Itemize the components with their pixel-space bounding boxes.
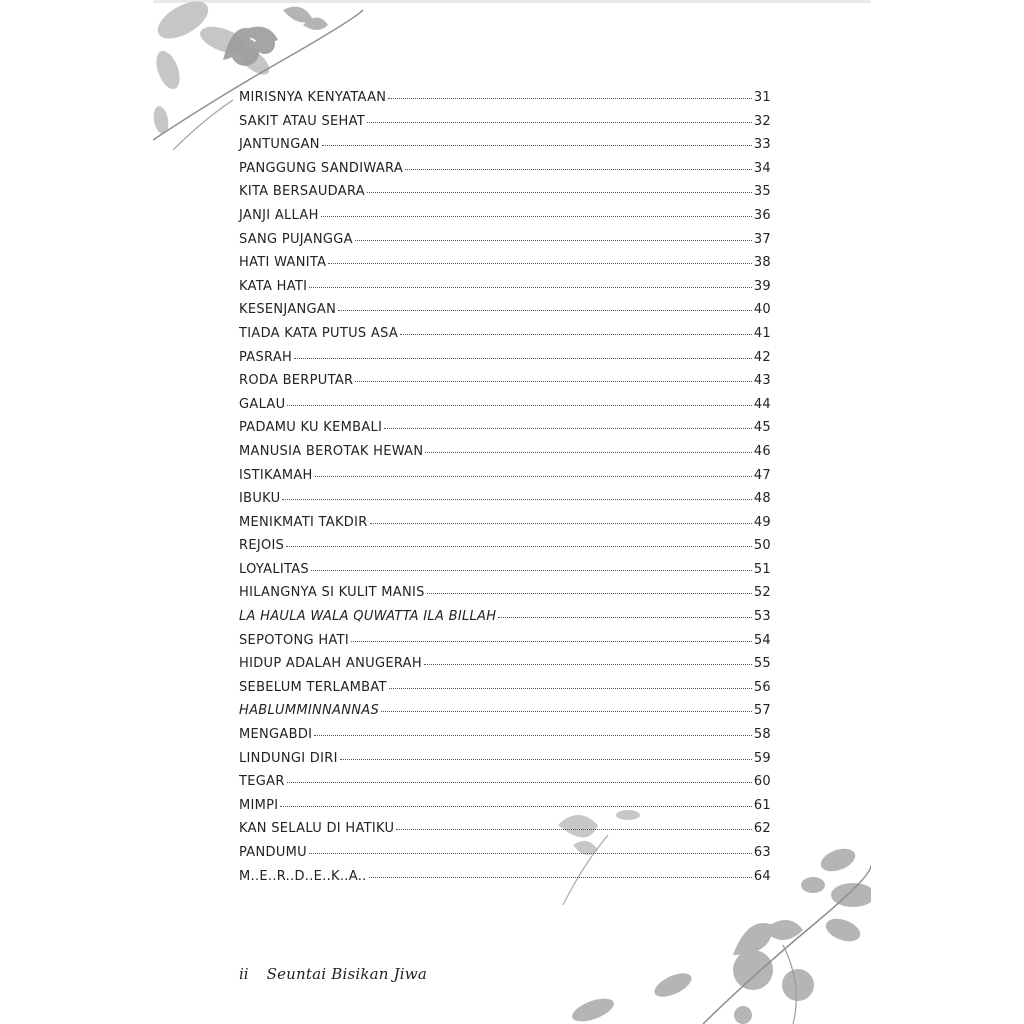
toc-entry-page: 62 bbox=[753, 821, 771, 837]
toc-entry-page: 57 bbox=[753, 703, 771, 719]
toc-entry[interactable] bbox=[239, 255, 771, 279]
toc-entry[interactable] bbox=[239, 845, 771, 869]
dot-leader bbox=[287, 404, 751, 406]
toc-entry[interactable] bbox=[239, 90, 771, 114]
toc-entry-title: SEPOTONG HATI bbox=[239, 632, 349, 648]
toc-entry[interactable] bbox=[239, 161, 771, 185]
toc-entry-page: 54 bbox=[753, 632, 771, 648]
toc-entry-title: PANDUMU bbox=[239, 845, 307, 860]
toc-entry[interactable] bbox=[239, 491, 771, 515]
toc-entry-title: TEGAR bbox=[239, 774, 285, 790]
toc-entry-page: 46 bbox=[753, 443, 771, 459]
toc-entry[interactable] bbox=[239, 279, 771, 303]
toc-entry-title: PADAMU KU KEMBALI bbox=[239, 420, 383, 436]
dot-leader bbox=[367, 121, 752, 123]
toc-entry-title: KAN SELALU DI HATIKU bbox=[239, 821, 395, 837]
toc-entry-page: 37 bbox=[753, 231, 771, 247]
toc-entry-title: TIADA KATA PUTUS ASA bbox=[239, 325, 399, 341]
dot-leader bbox=[340, 758, 752, 760]
toc-entry-title: KITA BERSAUDARA bbox=[239, 184, 365, 200]
dot-leader bbox=[369, 876, 752, 878]
table-of-contents bbox=[239, 90, 771, 892]
toc-entry[interactable] bbox=[239, 869, 771, 893]
toc-entry-page: 52 bbox=[753, 585, 771, 601]
toc-entry-page: 36 bbox=[753, 207, 771, 223]
toc-entry[interactable] bbox=[239, 302, 771, 326]
toc-entry-page: 42 bbox=[753, 349, 771, 365]
toc-entry[interactable] bbox=[239, 114, 771, 138]
dot-leader bbox=[389, 687, 752, 689]
dot-leader bbox=[321, 215, 752, 217]
toc-entry[interactable] bbox=[239, 703, 771, 727]
toc-entry[interactable] bbox=[239, 656, 771, 680]
toc-entry[interactable] bbox=[239, 585, 771, 609]
toc-entry-title: HIDUP ADALAH ANUGERAH bbox=[239, 656, 422, 672]
dot-leader bbox=[315, 475, 752, 477]
toc-entry-title: HATI WANITA bbox=[239, 255, 327, 271]
toc-entry-title: MENGABDI bbox=[239, 727, 313, 743]
toc-entry[interactable] bbox=[239, 633, 771, 657]
toc-entry-page: 45 bbox=[753, 420, 771, 436]
dot-leader bbox=[351, 640, 752, 642]
toc-entry-title: M..E..R..D..E..K..A.. bbox=[239, 868, 367, 884]
toc-entry-page: 47 bbox=[753, 467, 771, 483]
dot-leader bbox=[311, 569, 752, 571]
toc-entry[interactable] bbox=[239, 326, 771, 350]
toc-entry-title: KATA HATI bbox=[239, 278, 308, 294]
toc-entry-page: 55 bbox=[753, 656, 771, 672]
toc-entry-title: SEBELUM TERLAMBAT bbox=[239, 679, 387, 695]
toc-entry-page: 31 bbox=[753, 90, 771, 105]
toc-entry[interactable] bbox=[239, 208, 771, 232]
toc-entry-title: PANGGUNG SANDIWARA bbox=[239, 160, 404, 176]
toc-entry-page: 58 bbox=[753, 727, 771, 743]
toc-entry-page: 59 bbox=[753, 750, 771, 766]
dot-leader bbox=[427, 592, 752, 594]
page-footer bbox=[239, 965, 427, 983]
toc-entry-page: 32 bbox=[753, 113, 771, 129]
toc-entry[interactable] bbox=[239, 774, 771, 798]
toc-entry-page: 50 bbox=[753, 538, 771, 554]
toc-entry-title: LINDUNGI DIRI bbox=[239, 750, 338, 766]
dot-leader bbox=[381, 710, 752, 712]
toc-entry[interactable] bbox=[239, 184, 771, 208]
dot-leader bbox=[287, 781, 752, 783]
toc-entry-page: 33 bbox=[753, 137, 771, 153]
dot-leader bbox=[280, 805, 751, 807]
toc-entry-title: IBUKU bbox=[239, 491, 281, 507]
book-page bbox=[153, 0, 871, 1024]
toc-entry[interactable] bbox=[239, 515, 771, 539]
dot-leader bbox=[328, 262, 752, 264]
toc-entry-title: MIRISNYA KENYATAAN bbox=[239, 90, 387, 105]
toc-entry-title: HABLUMMINNANNAS bbox=[239, 703, 380, 719]
toc-entry[interactable] bbox=[239, 444, 771, 468]
toc-entry[interactable] bbox=[239, 373, 771, 397]
toc-entry-title: MENIKMATI TAKDIR bbox=[239, 514, 368, 530]
dot-leader bbox=[286, 545, 752, 547]
page-number-roman: ii bbox=[239, 965, 249, 983]
dot-leader bbox=[355, 239, 752, 241]
toc-entry-page: 44 bbox=[753, 396, 771, 412]
toc-entry-page: 64 bbox=[753, 868, 771, 884]
dot-leader bbox=[370, 522, 752, 524]
toc-entry-title: RODA BERPUTAR bbox=[239, 373, 354, 389]
dot-leader bbox=[322, 144, 752, 146]
toc-entry[interactable] bbox=[239, 397, 771, 421]
toc-entry[interactable] bbox=[239, 751, 771, 775]
toc-entry-page: 48 bbox=[753, 491, 771, 507]
toc-entry[interactable] bbox=[239, 137, 771, 161]
toc-entry[interactable] bbox=[239, 538, 771, 562]
toc-entry-title: KESENJANGAN bbox=[239, 302, 337, 318]
toc-entry-page: 56 bbox=[753, 679, 771, 695]
toc-entry-title: JANJI ALLAH bbox=[239, 207, 319, 223]
toc-entry-title: MANUSIA BEROTAK HEWAN bbox=[239, 443, 424, 459]
dot-leader bbox=[498, 616, 752, 618]
toc-entry-title: PASRAH bbox=[239, 349, 293, 365]
toc-entry-title: HILANGNYA SI KULIT MANIS bbox=[239, 585, 425, 601]
toc-entry-page: 51 bbox=[753, 561, 771, 577]
toc-entry[interactable] bbox=[239, 798, 771, 822]
toc-entry-title: LOYALITAS bbox=[239, 561, 309, 577]
dot-leader bbox=[384, 427, 752, 429]
dot-leader bbox=[309, 286, 752, 288]
toc-entry-page: 38 bbox=[753, 255, 771, 271]
dot-leader bbox=[424, 663, 752, 665]
dot-leader bbox=[294, 357, 752, 359]
toc-entry-page: 35 bbox=[753, 184, 771, 200]
dot-leader bbox=[355, 380, 751, 382]
dot-leader bbox=[314, 734, 752, 736]
toc-entry-title: ISTIKAMAH bbox=[239, 467, 313, 483]
toc-entry[interactable] bbox=[239, 727, 771, 751]
toc-entry-title: GALAU bbox=[239, 396, 286, 412]
toc-entry-title: LA HAULA WALA QUWATTA ILA BILLAH bbox=[239, 609, 497, 625]
toc-entry-page: 40 bbox=[753, 302, 771, 318]
book-title: Seuntai Bisikan Jiwa bbox=[266, 965, 427, 983]
dot-leader bbox=[282, 498, 751, 500]
toc-entry-page: 34 bbox=[753, 160, 771, 176]
dot-leader bbox=[388, 97, 752, 99]
dot-leader bbox=[400, 333, 752, 335]
dot-leader bbox=[396, 828, 752, 830]
dot-leader bbox=[367, 191, 752, 193]
toc-entry[interactable] bbox=[239, 821, 771, 845]
dot-leader bbox=[425, 451, 751, 453]
toc-entry[interactable] bbox=[239, 680, 771, 704]
toc-entry-title: MIMPI bbox=[239, 797, 279, 813]
toc-entry-title: SANG PUJANGGA bbox=[239, 231, 353, 247]
toc-entry-page: 60 bbox=[753, 774, 771, 790]
toc-entry-page: 49 bbox=[753, 514, 771, 530]
dot-leader bbox=[338, 309, 752, 311]
toc-entry[interactable] bbox=[239, 609, 771, 633]
toc-entry-page: 41 bbox=[753, 325, 771, 341]
dot-leader bbox=[309, 852, 752, 854]
toc-entry[interactable] bbox=[239, 420, 771, 444]
toc-entry-page: 63 bbox=[753, 845, 771, 860]
toc-entry-title: JANTUNGAN bbox=[239, 137, 320, 153]
toc-entry-page: 53 bbox=[753, 609, 771, 625]
toc-entry-title: SAKIT ATAU SEHAT bbox=[239, 113, 366, 129]
dot-leader bbox=[405, 168, 752, 170]
toc-entry-page: 39 bbox=[753, 278, 771, 294]
toc-entry[interactable] bbox=[239, 350, 771, 374]
toc-entry-title: REJOIS bbox=[239, 538, 285, 554]
toc-entry[interactable] bbox=[239, 562, 771, 586]
toc-entry-page: 61 bbox=[753, 797, 771, 813]
toc-entry[interactable] bbox=[239, 468, 771, 492]
toc-entry[interactable] bbox=[239, 232, 771, 256]
toc-entry-page: 43 bbox=[753, 373, 771, 389]
